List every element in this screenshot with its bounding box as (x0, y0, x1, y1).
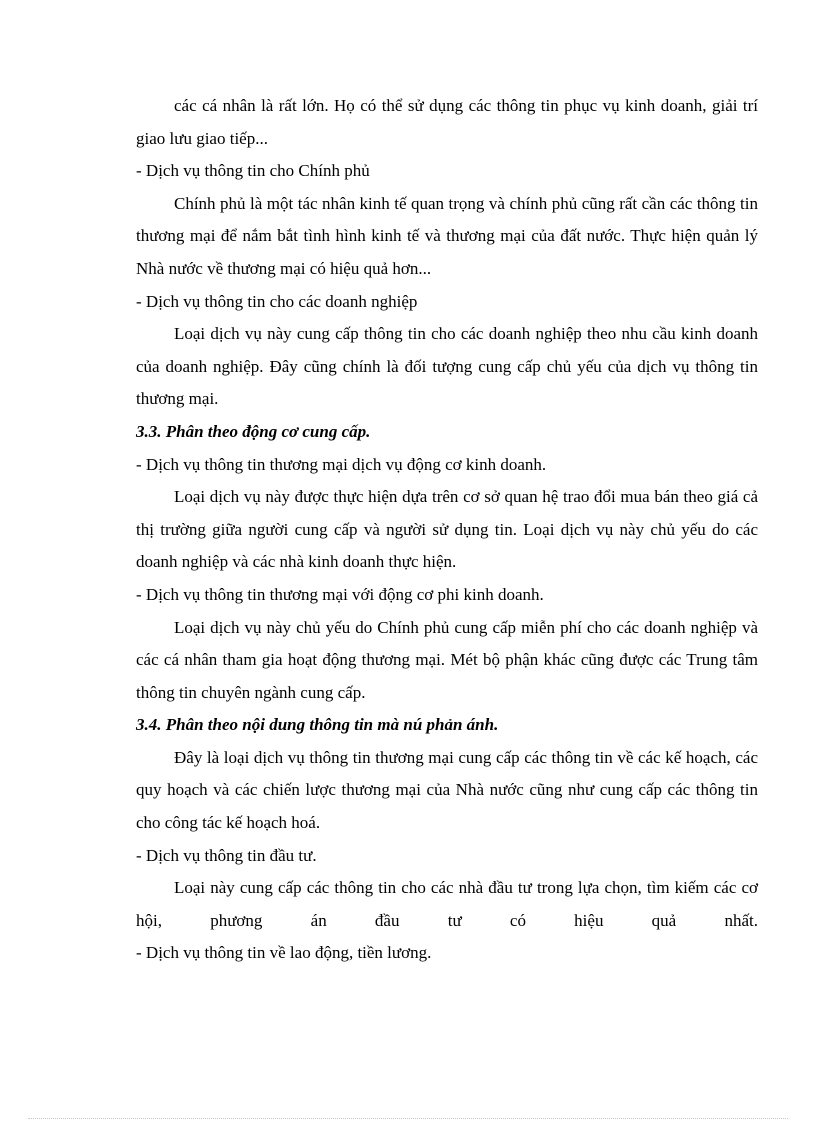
paragraph-commercial-motive: Loại dịch vụ này được thực hiện dựa trên cơ sở quan hệ trao đổi mua bán theo giá cả thị trường giữa người cung cấp và người sử dụng tin. Loại dịch vụ này chủ yếu do các doanh nghiệp và các nhà kinh doanh thực hiện. (136, 487, 758, 572)
bullet-business-service: - Dịch vụ thông tin cho các doanh nghiệp (136, 291, 418, 311)
paragraph-government: Chính phủ là một tác nhân kinh tế quan trọng và chính phủ cũng rất cần các thông tin thương mại để nắm bắt tình hình kinh tế và thương mại của đất nước. Thực hiện quản lý Nhà nước về thương mại có hiệu quả hơn... (136, 193, 758, 278)
bullet-investment-info: - Dịch vụ thông tin đầu tư. (136, 845, 317, 865)
paragraph-investment-info: Loại này cung cấp các thông tin cho các nhà đầu tư trong lựa chọn, tìm kiếm các cơ hội, phương án đầu tư có hiệu quả nhất. (136, 878, 758, 930)
bullet-commercial-motive: - Dịch vụ thông tin thương mại dịch vụ động cơ kinh doanh. (136, 454, 547, 474)
paragraph-non-commercial-motive: Loại dịch vụ này chủ yếu do Chính phủ cung cấp miễn phí cho các doanh nghiệp và các cá nhân tham gia hoạt động thương mại. Mét bộ phận khác cũng được các Trung tâm thông tin chuyên ngành cung cấp. (136, 617, 758, 702)
section-heading-3-4: 3.4. Phân theo nội dung thông tin mà nú phản ánh. (136, 715, 499, 735)
paragraph-individual-users: các cá nhân là rất lớn. Họ có thể sử dụng các thông tin phục vụ kinh doanh, giải trí giao lưu giao tiếp... (136, 96, 758, 148)
paragraph-business: Loại dịch vụ này cung cấp thông tin cho các doanh nghiệp theo nhu cầu kinh doanh của doanh nghiệp. Đây cũng chính là đối tượng cung cấp chủ yếu của dịch vụ thông tin thương mại. (136, 324, 758, 409)
document-page (136, 90, 758, 970)
bullet-government-service: - Dịch vụ thông tin cho Chính phủ (136, 161, 370, 181)
bullet-labor-wage-info: - Dịch vụ thông tin về lao động, tiền lương. (136, 943, 432, 963)
section-heading-3-3: 3.3. Phân theo động cơ cung cấp. (136, 421, 371, 441)
paragraph-planning-info: Đây là loại dịch vụ thông tin thương mại cung cấp các thông tin về các kế hoạch, các quy hoạch và các chiến lược thương mại của Nhà nước cũng như cung cấp các thông tin cho công tác kế hoạch hoá. (136, 747, 758, 833)
page-bottom-divider (28, 1118, 788, 1119)
bullet-non-commercial-motive: - Dịch vụ thông tin thương mại với động cơ phi kinh doanh. (136, 584, 544, 604)
